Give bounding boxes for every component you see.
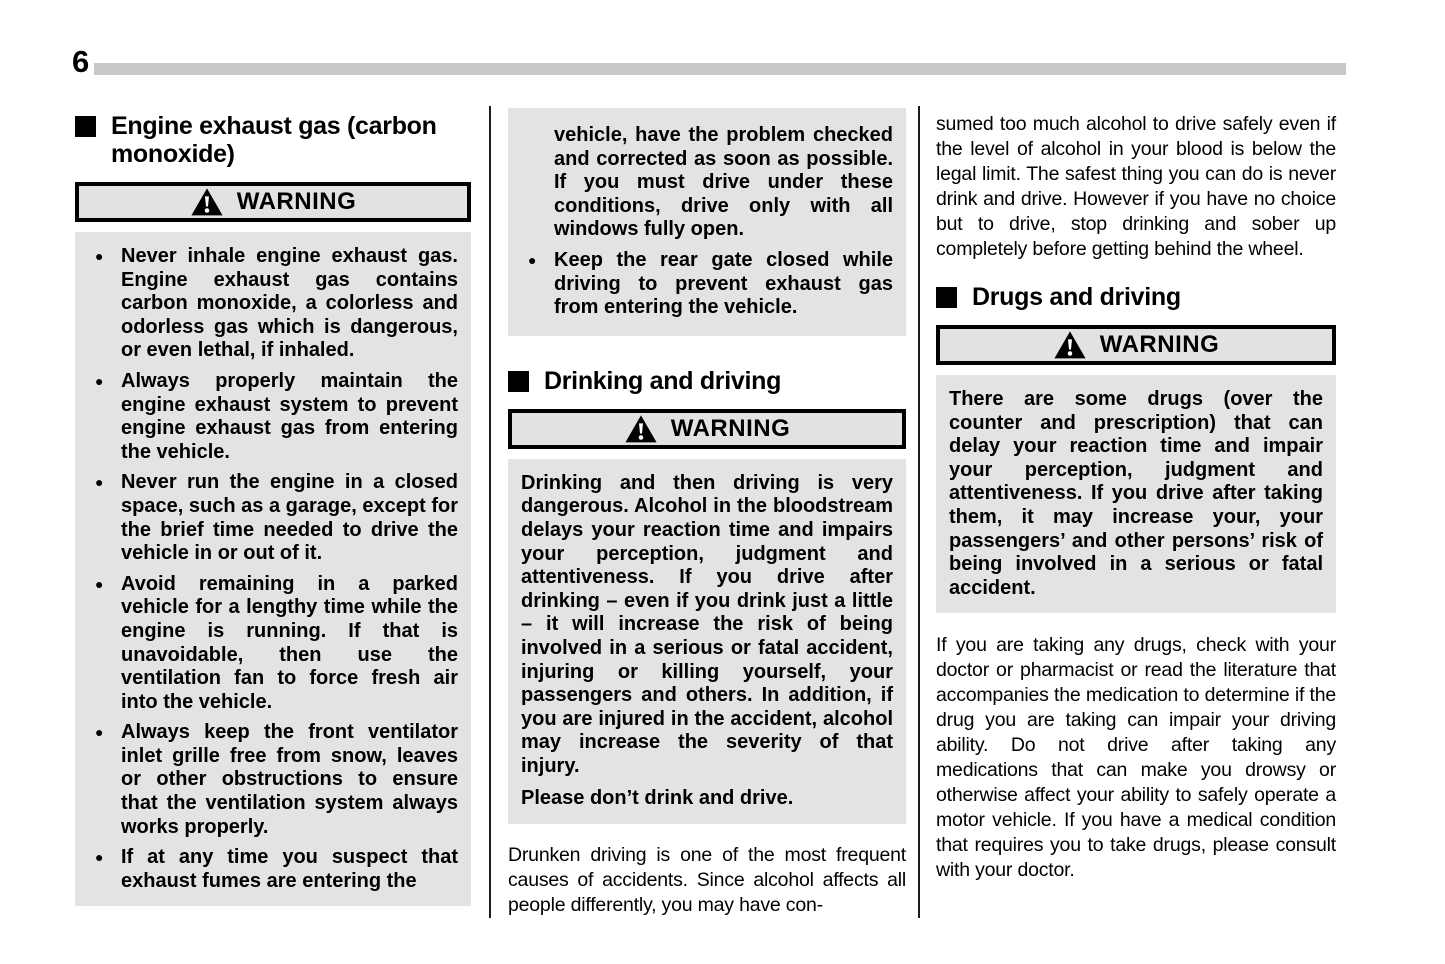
body-paragraph: If you are taking any drugs, check with your doctor or pharmacist or read the literature that accompanies the medication to determine if the drug you are taking can impair your driving ability. Do not drive after taking any medications that can make you drowsy or otherwise affect your ability to safely operate a motor vehicle. If you have a medical condition that requires you to take drugs, please consult with your doctor. (936, 634, 1336, 882)
bullet-icon (88, 370, 121, 464)
section-marker-icon (508, 371, 529, 392)
section-heading-text: Drinking and driving (544, 366, 782, 395)
list-item (88, 846, 458, 893)
list-item-text: Never inhale engine exhaust gas. Engine exhaust gas contains carbon monoxide, a colorless and odorless gas which is dangerous, or even lethal, if inhaled. (121, 245, 458, 362)
body-paragraph: sumed too much alcohol to drive safely even if the level of alcohol in your blood is below the legal limit. The safest thing you can do is never drink and drive. However if you have no choice but to drive, stop drinking and sober up completely before getting behind the wheel. (936, 113, 1336, 260)
column-1 (75, 112, 471, 906)
page-number: 6 (72, 44, 90, 79)
warning-header-box (75, 182, 471, 222)
warning-header-box (508, 409, 906, 449)
column-divider-1 (489, 106, 491, 918)
section-marker-icon (936, 287, 957, 308)
bullet-icon (88, 573, 121, 715)
section-heading-drugs (936, 283, 1336, 311)
bullet-icon (88, 721, 121, 839)
bullet-icon (88, 846, 121, 893)
section-heading-drinking (508, 367, 906, 395)
warning-header-box (936, 325, 1336, 365)
list-item (88, 471, 458, 565)
column-2 (508, 108, 906, 918)
list-item (88, 245, 458, 363)
column-3 (936, 112, 1336, 883)
warning-body-box-continued (508, 108, 906, 336)
list-item (88, 721, 458, 839)
section-heading-text: Engine exhaust gas (carbon monoxide) (111, 112, 437, 168)
warning-label: WARNING (236, 188, 357, 215)
body-paragraph: Drunken driving is one of the most frequent causes of accidents. Since alcohol affects all people differently, you may have con- (508, 844, 906, 917)
list-item-continuation: vehicle, have the problem checked and corrected as soon as possible. If you must drive under these conditions, drive only with all windows fully open. (554, 124, 893, 241)
list-item-text: Keep the rear gate closed while driving to prevent exhaust gas from entering the vehicle. (554, 248, 893, 319)
list-item-text: Always properly maintain the engine exhaust system to prevent engine exhaust gas from entering the vehicle. (121, 369, 458, 463)
section-heading-text: Drugs and driving (972, 283, 1181, 311)
list-item-text: Never run the engine in a closed space, such as a garage, except for the brief time needed to drive the vehicle in or out of it. (121, 471, 458, 565)
bullet-icon (88, 245, 121, 363)
bullet-icon (88, 471, 121, 565)
header-rule (94, 63, 1346, 75)
column-divider-2 (918, 106, 920, 918)
list-item-text: Avoid remaining in a parked vehicle for a lengthy time while the engine is running. If that is unavoidable, then use the ventilation fan to force fresh air into the vehicle. (121, 572, 458, 713)
section-marker-icon (75, 116, 96, 137)
warning-label: WARNING (670, 414, 791, 442)
warning-triangle-icon (1053, 330, 1087, 360)
warning-label: WARNING (1099, 331, 1220, 358)
warning-body-box (75, 232, 471, 906)
section-heading-engine-exhaust (75, 112, 471, 168)
warning-body-box (936, 375, 1336, 613)
warning-text: There are some drugs (over the counter and prescription) that can delay your reaction time and impair your perception, judgment and attentiveness. If you drive after taking them, it may increase your, your passengers’ and other persons’ risk of being involved in a serious or fatal accident. (949, 388, 1323, 599)
list-item (521, 249, 893, 320)
warning-triangle-icon (190, 187, 224, 217)
list-item (88, 573, 458, 715)
warning-footer-text: Please don’t drink and drive. (521, 787, 794, 810)
warning-triangle-icon (624, 414, 658, 444)
warning-text: Drinking and then driving is very dangerous. Alcohol in the bloodstream delays your reaction time and impairs your perception, judgment and attentiveness. If you drive after drinking – even if you drink just a little – it will increase the risk of being involved in a serious or fatal accident, injuring or killing yourself, your passengers and others. In addition, if you are injured in the accident, alcohol may increase the severity of that injury. (521, 471, 893, 777)
list-item (88, 370, 458, 464)
warning-body-box (508, 459, 906, 824)
bullet-icon (521, 249, 554, 320)
list-item-text: Always keep the front ventilator inlet grille free from snow, leaves or other obstructions to ensure that the ventilation system always works properly. (121, 721, 458, 838)
list-item-text: If at any time you suspect that exhaust fumes are entering the (121, 846, 458, 892)
